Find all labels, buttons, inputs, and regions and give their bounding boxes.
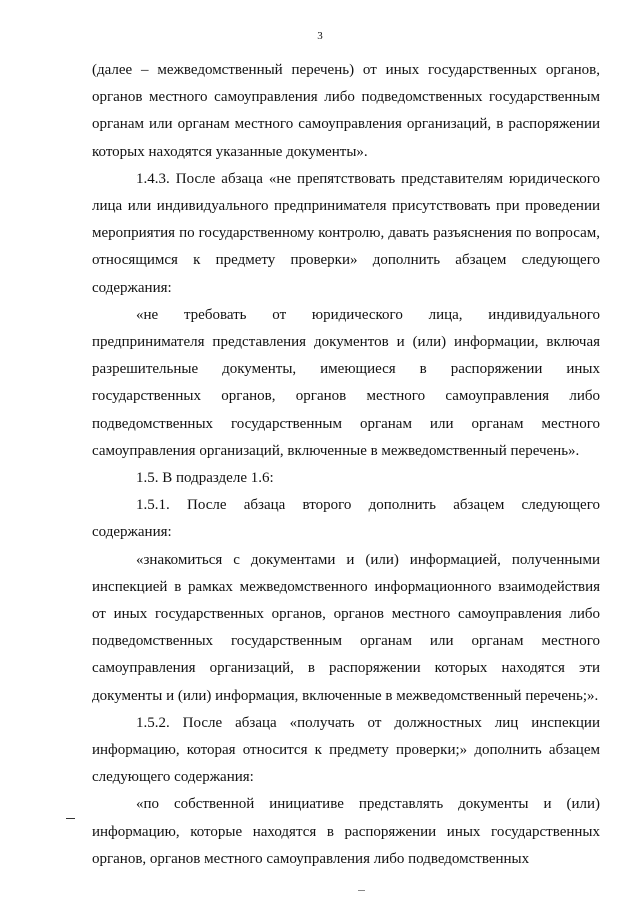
page-number: 3	[317, 30, 323, 42]
paragraph-quote-familiarize: «знакомиться с документами и (или) информацией, полученными инспекцией в рамках межведомственного информационного взаимодействия от иных государственных органов, органов местного самоуправления либо подведомственных государственным органам или органам местного самоуправления организаций, в распоряжении которых находятся эти документы и (или) информация, включенные в межведомственный перечень;».	[92, 551, 600, 704]
paragraph-quote-own-initiative: «по собственной инициативе представлять документы и (или) информацию, которые находятся в распоряжении иных государственных органов, органов местного самоуправления либо подведомственных	[92, 796, 600, 867]
paragraph-1-5-1: 1.5.1. После абзаца второго дополнить абзацем следующего содержания:	[92, 497, 600, 541]
paragraph-quote-not-require: «не требовать от юридического лица, индивидуального предпринимателя представления документов и (или) информации, включая разрешительные документы, имеющиеся в распоряжении иных государственных органов, органов местного самоуправления либо подведомственных государственным органам или органам местного самоуправления организаций, включенные в межведомственный перечень».	[92, 306, 600, 459]
paragraph-continuation: (далее – межведомственный перечень) от иных государственных органов, органов местного самоуправления либо подведомственных государственным органам или органам местного самоуправления организаций, в распоряжении которых находятся указанные документы».	[92, 62, 600, 160]
paragraph-1-5: 1.5. В подразделе 1.6:	[136, 470, 274, 487]
scan-mark-left	[66, 818, 75, 819]
paragraph-1-5-2: 1.5.2. После абзаца «получать от должностных лиц инспекции информацию, которая относится к предмету проверки;» дополнить абзацем следующего содержания:	[92, 714, 600, 786]
document-body	[92, 57, 600, 873]
paragraph-1-4-3: 1.4.3. После абзаца «не препятствовать представителям юридического лица или индивидуального предпринимателя присутствовать при проведении мероприятия по государственному контролю, давать разъяснения по вопросам, относящимся к предмету проверки» дополнить абзацем следующего содержания:	[92, 170, 600, 296]
scan-mark-bottom	[358, 890, 365, 891]
